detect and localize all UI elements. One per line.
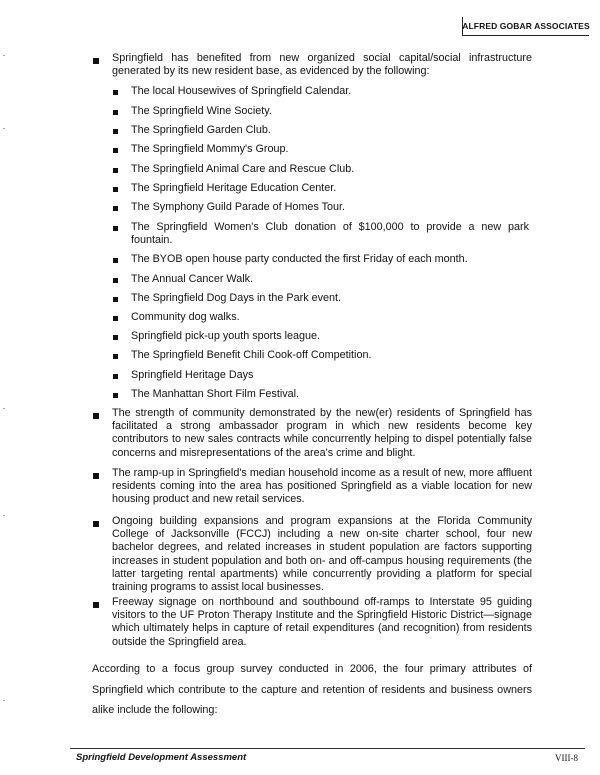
sub-bullet-marker <box>113 187 118 192</box>
sub-bullet-marker <box>113 393 118 398</box>
bullet-marker <box>93 413 99 419</box>
footer-page-number: VIII-8 <box>555 753 578 763</box>
sub-bullet-marker <box>113 297 118 302</box>
scan-mark <box>3 515 5 516</box>
social-item: The Springfield Wine Society. <box>131 105 272 117</box>
social-item: Springfield Heritage Days <box>131 369 254 381</box>
social-item: The Springfield Benefit Chili Cook-off Competition. <box>131 349 372 361</box>
social-item: The Springfield Women's Club donation of $100,000 to provide a new park fountain. <box>131 221 529 247</box>
social-item: The Manhattan Short Film Festival. <box>131 388 300 400</box>
bullet-marker <box>93 473 99 479</box>
sub-bullet-marker <box>113 148 118 153</box>
sub-bullet-marker <box>113 335 118 340</box>
sub-bullet-marker <box>113 206 118 211</box>
social-item: The Springfield Mommy's Group. <box>131 143 289 155</box>
scan-mark <box>3 408 5 409</box>
social-item: The Annual Cancer Walk. <box>131 273 254 285</box>
social-item: The local Housewives of Springfield Calendar. <box>131 85 352 97</box>
footer-rule <box>70 748 585 749</box>
social-item: The Symphony Guild Parade of Homes Tour. <box>131 201 346 213</box>
scan-mark <box>3 128 5 129</box>
scan-mark <box>3 55 5 56</box>
sub-bullet-marker <box>113 168 118 173</box>
social-item: The Springfield Animal Care and Rescue Club. <box>131 163 355 175</box>
closing-paragraph: According to a focus group survey conducted in 2006, the four primary attributes of Springfield which contribute to the capture and retention of residents and business owners alike include the following: <box>92 663 532 716</box>
sub-bullet-marker <box>113 278 118 283</box>
social-item: The Springfield Garden Club. <box>131 124 271 136</box>
footer-title: Springfield Development Assessment <box>76 752 247 763</box>
bullet-marker <box>93 521 99 527</box>
bullet-marker <box>93 602 99 608</box>
header-org-label: ALFRED GOBAR ASSOCIATES <box>462 17 589 36</box>
social-item: Springfield pick-up youth sports league. <box>131 330 321 342</box>
sub-bullet-marker <box>113 129 118 134</box>
bullet-marker <box>93 58 99 64</box>
sub-bullet-marker <box>113 110 118 115</box>
ambassador-bullet: The strength of community demonstrated by the new(er) residents of Springfield has facilitated a strong ambassador program in which new residents become key contributors to new sales contracts while concurrently helping to dispel potentially false concerns and misrepresentations of the area's crime and blight. <box>112 407 532 459</box>
sub-bullet-marker <box>113 354 118 359</box>
scan-mark <box>3 700 5 701</box>
sub-bullet-marker <box>113 316 118 321</box>
sub-bullet-marker <box>113 258 118 263</box>
social-item: Community dog walks. <box>131 311 240 323</box>
income-bullet: The ramp-up in Springfield's median household income as a result of new, more affluent residents coming into the area has positioned Springfield as a viable location for new housing product and new retail services. <box>112 467 532 506</box>
sub-bullet-marker <box>113 374 118 379</box>
fccj-bullet: Ongoing building expansions and program expansions at the Florida Community College of Jacksonville (FCCJ) including a new on-site charter school, four new bachelor degrees, and related increases in student population are factors supporting increases in student population and both on- and off-campus housing requirements (the latter targeting rental apartments) while concurrently providing a platform for special training programs to assist local businesses. <box>112 515 532 594</box>
social-item: The Springfield Dog Days in the Park event. <box>131 292 342 304</box>
sub-bullet-marker <box>113 226 118 231</box>
social-intro: Springfield has benefited from new organized social capital/social infrastructure generated by its new resident base, as evidenced by the following: <box>112 52 532 78</box>
sub-bullet-marker <box>113 90 118 95</box>
signage-bullet: Freeway signage on northbound and southbound off-ramps to Interstate 95 guiding visitors to the UF Proton Therapy Institute and the Springfield Historic District—signage which ultimately helps in capture of retail expenditures (and recognition) from residents outside the Springfield area. <box>112 596 532 648</box>
social-item: The Springfield Heritage Education Center. <box>131 182 337 194</box>
social-item: The BYOB open house party conducted the first Friday of each month. <box>131 253 468 265</box>
